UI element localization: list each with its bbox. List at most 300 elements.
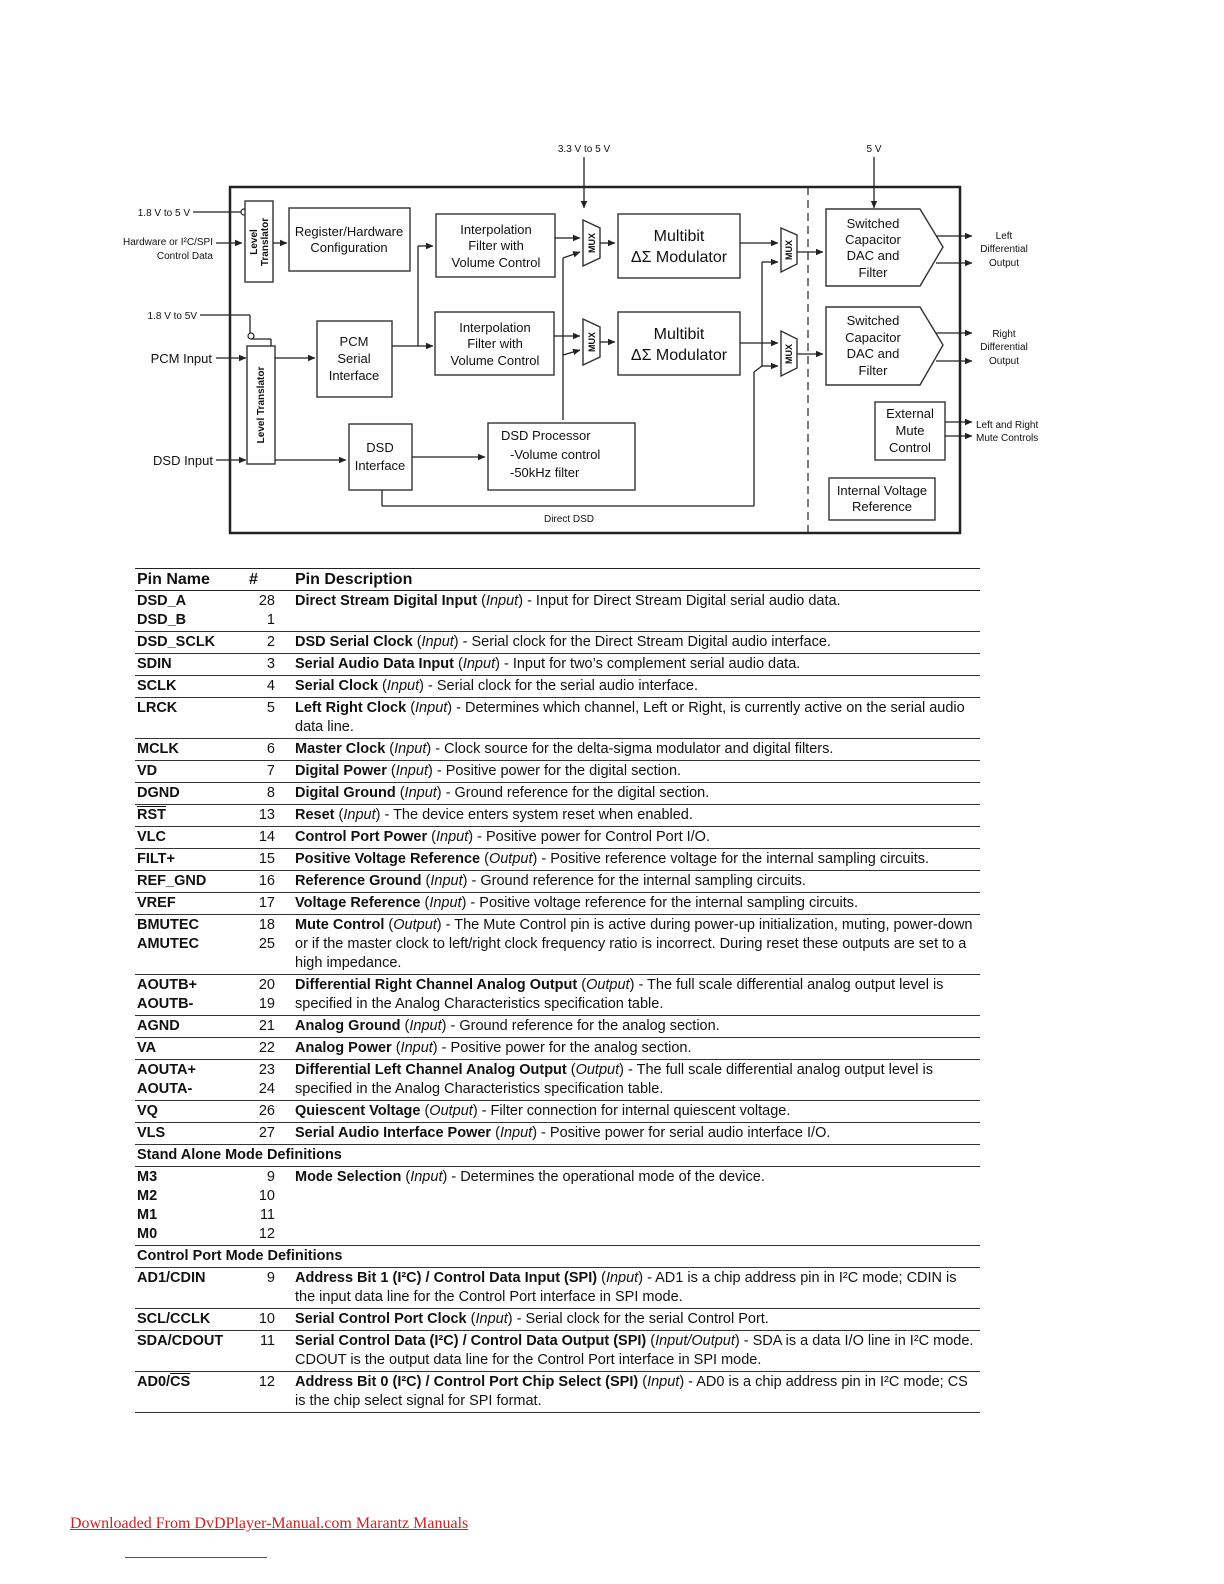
block-diagram bbox=[0, 0, 1224, 560]
pin-name: FILT+ bbox=[137, 851, 175, 867]
pin-function-title: Address Bit 0 (I²C) / Control Port Chip Select (SPI) bbox=[295, 1374, 639, 1390]
left-output-line1: Left bbox=[995, 231, 1013, 242]
pin-name: SDIN bbox=[137, 656, 172, 672]
table-row bbox=[135, 805, 980, 827]
pin-name-cell bbox=[135, 1101, 247, 1123]
header-pin-number: # bbox=[249, 571, 258, 588]
pin-function-title: DSD Serial Clock bbox=[295, 634, 413, 650]
pcm-line3: Interface bbox=[328, 368, 380, 383]
pin-description-cell: Direct Stream Digital Input (Input) - Input for Direct Stream Digital serial audio data. bbox=[295, 593, 841, 609]
pin-number: 4 bbox=[266, 678, 275, 694]
pin-description-cell: Address Bit 1 (I²C) / Control Data Input (SPI) (Input) - AD1 is a chip address pin in I²C mode; CDIN is the input data line for the Control Port interface in SPI mode. bbox=[295, 1270, 957, 1305]
pin-name: AMUTEC bbox=[137, 936, 200, 952]
table-row bbox=[135, 783, 980, 805]
pin-description-text: - Positive power for the analog section. bbox=[437, 1040, 692, 1056]
pin-function-title: Mute Control bbox=[295, 917, 385, 933]
pin-description-cell: Voltage Reference (Input) - Positive voltage reference for the internal sampling circuits. bbox=[295, 895, 859, 911]
pin-name: REF_GND bbox=[137, 873, 207, 889]
pin-function-title: Positive Voltage Reference bbox=[295, 851, 481, 867]
pin-name: $AD0/\overline{CS}$ bbox=[137, 1374, 191, 1390]
mute-outputs-line1: Left and Right bbox=[976, 420, 1039, 431]
pin-direction: Input bbox=[485, 593, 519, 609]
interp-bottom-line1: Interpolation bbox=[459, 320, 531, 335]
pin-number: 28 bbox=[258, 593, 275, 609]
table-row bbox=[135, 1331, 980, 1372]
pin-number: 16 bbox=[258, 873, 275, 889]
pin-description-cell: Master Clock (Input) - Clock source for the delta-sigma modulator and digital filters. bbox=[295, 741, 834, 757]
pin-function-title: Serial Audio Data Input bbox=[295, 656, 454, 672]
dac-bottom-line3: DAC and bbox=[846, 346, 900, 361]
table-row bbox=[135, 849, 980, 871]
pin-direction: Input bbox=[421, 634, 454, 650]
modulator-bottom-line2: ΔΣ Modulator bbox=[630, 347, 728, 364]
pin-description-cell: Quiescent Voltage (Output) - Filter connection for internal quiescent voltage. bbox=[295, 1103, 791, 1119]
pin-name-cell bbox=[135, 893, 247, 915]
pin-function-title: Voltage Reference bbox=[295, 895, 421, 911]
pin-name: VLS bbox=[137, 1125, 166, 1141]
pin-number-cell bbox=[247, 1060, 293, 1101]
pin-number: 3 bbox=[266, 656, 275, 672]
pin-number: 27 bbox=[258, 1125, 275, 1141]
pin-number: 17 bbox=[258, 895, 275, 911]
header-pin-name: Pin Name bbox=[137, 571, 210, 588]
pin-name-cell bbox=[135, 591, 247, 632]
pin-function-title: Master Clock bbox=[295, 741, 386, 757]
pin-table-body bbox=[135, 591, 980, 1413]
pin-number-cell bbox=[247, 676, 293, 698]
pin-name: M3 bbox=[137, 1169, 158, 1185]
interp-bottom-line2: Filter with bbox=[467, 336, 523, 351]
pin-description-text: - Input for two’s complement serial audio data. bbox=[499, 656, 801, 672]
pin-description-cell: Address Bit 0 (I²C) / Control Port Chip Select (SPI) (Input) - AD0 is a chip address pin in I²C mode; CS is the chip select signal for SPI format. bbox=[295, 1374, 968, 1409]
left-output-line2: Differential bbox=[980, 244, 1028, 255]
table-row bbox=[135, 1167, 980, 1246]
external-mute-line2: Mute bbox=[895, 423, 925, 438]
pin-name-cell bbox=[135, 761, 247, 783]
pin-direction: Input bbox=[435, 829, 469, 845]
pin-description-cell: Serial Audio Data Input (Input) - Input for two’s complement serial audio data. bbox=[295, 656, 801, 672]
pin-name: AOUTB- bbox=[137, 996, 194, 1012]
pin-name: BMUTEC bbox=[137, 917, 200, 933]
table-row bbox=[135, 1060, 980, 1101]
pin-name-cell bbox=[135, 632, 247, 654]
pcm-line1: PCM bbox=[339, 334, 369, 349]
pin-description-cell: Reset (Input) - The device enters system reset when enabled. bbox=[295, 807, 693, 823]
pin-number: 2 bbox=[266, 634, 275, 650]
pin-number-cell bbox=[247, 591, 293, 632]
pin-description-text: - Positive power for the digital section. bbox=[432, 763, 682, 779]
modulator-top-line1: Multibit bbox=[653, 228, 705, 245]
dsd-input-label: DSD Input bbox=[153, 453, 213, 468]
pin-function-title: Digital Ground bbox=[295, 785, 396, 801]
pin-description-cell: Serial Audio Interface Power (Input) - Positive power for serial audio interface I/O. bbox=[295, 1125, 831, 1141]
pin-number-cell bbox=[247, 805, 293, 827]
pin-number-cell bbox=[247, 1167, 293, 1246]
pin-number: 1 bbox=[266, 612, 275, 628]
table-row bbox=[135, 676, 980, 698]
pin-name-cell bbox=[135, 1268, 247, 1309]
section-title: Stand Alone Mode Definitions bbox=[137, 1147, 342, 1163]
pin-number-cell bbox=[247, 1331, 293, 1372]
pin-description-text: - Determines which channel, Left or Right, is currently active on the serial audio data line. bbox=[295, 700, 965, 735]
pin-name: M0 bbox=[137, 1226, 158, 1242]
pin-direction: Input bbox=[410, 1169, 443, 1185]
dsd-processor-line1: DSD Processor bbox=[501, 428, 591, 443]
pin-number: 11 bbox=[259, 1333, 275, 1349]
dac-top-line3: DAC and bbox=[846, 248, 900, 263]
pin-direction: Input bbox=[605, 1270, 639, 1286]
pin-number: 13 bbox=[258, 807, 275, 823]
dac-bottom-line4: Filter bbox=[858, 363, 888, 378]
pin-description-table bbox=[135, 568, 980, 1413]
dac-top-line4: Filter bbox=[858, 265, 888, 280]
pin-function-title: Differential Right Channel Analog Output bbox=[295, 977, 578, 993]
pin-number: 6 bbox=[266, 741, 275, 757]
dsd-processor-line3: -50kHz filter bbox=[510, 465, 580, 480]
pin-description-cell: Positive Voltage Reference (Output) - Positive reference voltage for the internal sampling circuits. bbox=[295, 851, 930, 867]
pin-description-text: - Positive voltage reference for the internal sampling circuits. bbox=[466, 895, 859, 911]
dac-bottom-line1: Switched bbox=[846, 313, 900, 328]
dac-bottom-line2: Capacitor bbox=[845, 330, 901, 345]
pin-number-cell bbox=[247, 783, 293, 805]
pin-description-cell: Serial Control Data (I²C) / Control Data Output (SPI) (Input/Output) - SDA is a data I/O line in I²C mode. CDOUT is the output data line for the Control Port interface in SPI mode. bbox=[295, 1333, 974, 1368]
table-row bbox=[135, 893, 980, 915]
dac-top-line2: Capacitor bbox=[845, 232, 901, 247]
pin-number-cell bbox=[247, 849, 293, 871]
pin-name: SCL/CCLK bbox=[137, 1311, 211, 1327]
pin-name: VA bbox=[137, 1040, 157, 1056]
pin-direction: Input bbox=[415, 700, 448, 716]
pin-name: AOUTB+ bbox=[137, 977, 198, 993]
pin-direction: Output bbox=[488, 851, 533, 867]
pin-direction: Input bbox=[429, 895, 462, 911]
pin-number-cell bbox=[247, 827, 293, 849]
pin-number-cell bbox=[247, 1309, 293, 1331]
pin-name-cell bbox=[135, 739, 247, 761]
table-row bbox=[135, 761, 980, 783]
pin-description-cell: Mute Control (Output) - The Mute Control pin is active during power-up initialization, muting, power-down or if the master clock to left/right clock frequency ratio is incorrect. During reset these outputs are set to a high impedance. bbox=[295, 917, 973, 971]
pin-name: SCLK bbox=[137, 678, 177, 694]
pin-direction: Input bbox=[400, 1040, 433, 1056]
pin-direction: Input bbox=[386, 678, 420, 694]
pin-name: AOUTA- bbox=[137, 1081, 193, 1097]
pin-direction: Input bbox=[462, 656, 496, 672]
pin-description-text: - SDA is a data I/O line in I²C mode. CDOUT is the output data line for the Control Port interface in SPI mode. bbox=[295, 1333, 974, 1368]
control-data-label-2: Control Data bbox=[156, 251, 213, 262]
footer-download-link[interactable]: Downloaded From DvDPlayer-Manual.com Marantz Manuals bbox=[70, 1515, 469, 1532]
internal-vref-line1: Internal Voltage bbox=[836, 483, 928, 498]
pin-description-text: - The full scale differential analog output level is specified in the Analog Characteristics specification table. bbox=[295, 1062, 933, 1097]
pin-description-cell: Digital Ground (Input) - Ground reference for the digital section. bbox=[295, 785, 710, 801]
footer-rule bbox=[125, 1557, 267, 1558]
pin-function-title: Reference Ground bbox=[295, 873, 422, 889]
section-row bbox=[135, 1145, 980, 1167]
pin-name: M2 bbox=[137, 1188, 158, 1204]
pin-function-title: Quiescent Voltage bbox=[295, 1103, 421, 1119]
table-row bbox=[135, 739, 980, 761]
level-translator-top-line2: Translator bbox=[260, 217, 271, 267]
pin-number: 8 bbox=[266, 785, 275, 801]
pin-description-text: - Positive power for serial audio interface I/O. bbox=[537, 1125, 831, 1141]
pin-name-cell bbox=[135, 1372, 247, 1413]
pin-number-cell bbox=[247, 698, 293, 739]
pin-name: VREF bbox=[137, 895, 176, 911]
pin-number-cell bbox=[247, 1038, 293, 1060]
pin-description-text: - Determines the operational mode of the device. bbox=[447, 1169, 765, 1185]
table-row bbox=[135, 632, 980, 654]
pin-name: DSD_B bbox=[137, 612, 187, 628]
table-row bbox=[135, 1309, 980, 1331]
pin-number-cell bbox=[247, 1372, 293, 1413]
pin-name-cell bbox=[135, 654, 247, 676]
pin-number: 19 bbox=[258, 996, 275, 1012]
pin-direction: Input bbox=[647, 1374, 680, 1390]
pin-name: DSD_A bbox=[137, 593, 187, 609]
table-row bbox=[135, 654, 980, 676]
pin-name: M1 bbox=[137, 1207, 158, 1223]
dsd-processor-line2: -Volume control bbox=[510, 447, 601, 462]
pin-function-title: Differential Left Channel Analog Output bbox=[295, 1062, 567, 1078]
pin-name-cell bbox=[135, 849, 247, 871]
pin-description-cell: Digital Power (Input) - Positive power for the digital section. bbox=[295, 763, 682, 779]
pin-function-title: Digital Power bbox=[295, 763, 387, 779]
pin-description-text: - Ground reference for the digital section. bbox=[441, 785, 710, 801]
pin-number: 15 bbox=[258, 851, 275, 867]
pin-description-text: - Serial clock for the serial Control Port. bbox=[512, 1311, 769, 1327]
pin-number: 25 bbox=[258, 936, 275, 952]
pin-number-cell bbox=[247, 871, 293, 893]
pin-number-cell bbox=[247, 1101, 293, 1123]
pin-name: DSD_SCLK bbox=[137, 634, 216, 650]
pin-name-cell bbox=[135, 805, 247, 827]
pin-number: 22 bbox=[258, 1040, 275, 1056]
pin-description-cell: Differential Right Channel Analog Output (Output) - The full scale differential analog output level is specified in the Analog Characteristics specification table. bbox=[295, 977, 944, 1012]
pin-description-cell: Reference Ground (Input) - Ground reference for the internal sampling circuits. bbox=[295, 873, 806, 889]
internal-vref-line2: Reference bbox=[852, 499, 912, 514]
right-output-line2: Differential bbox=[980, 342, 1028, 353]
external-mute-line3: Control bbox=[889, 440, 931, 455]
table-header-row bbox=[135, 569, 980, 591]
pin-description-text: - Positive reference voltage for the internal sampling circuits. bbox=[537, 851, 930, 867]
pin-direction: Output bbox=[429, 1103, 473, 1119]
pin-number: 23 bbox=[258, 1062, 275, 1078]
pin-number-cell bbox=[247, 632, 293, 654]
pin-description-text: - Serial clock for the Direct Stream Digital audio interface. bbox=[458, 634, 831, 650]
pin-description-text: - The device enters system reset when enabled. bbox=[380, 807, 693, 823]
pin-function-title: Serial Control Data (I²C) / Control Data Output (SPI) bbox=[295, 1333, 647, 1349]
register-config-line2: Configuration bbox=[310, 240, 388, 255]
pin-description-text: - Filter connection for internal quiescent voltage. bbox=[477, 1103, 791, 1119]
pin-direction: Input bbox=[395, 763, 428, 779]
pin-description-text: - Ground reference for the internal sampling circuits. bbox=[467, 873, 806, 889]
pin-name-cell bbox=[135, 1016, 247, 1038]
pin-description-cell: Left Right Clock (Input) - Determines which channel, Left or Right, is currently active on the serial audio data line. bbox=[295, 700, 965, 735]
pin-name: MCLK bbox=[137, 741, 179, 757]
pin-description-cell: Control Port Power (Input) - Positive power for Control Port I/O. bbox=[295, 829, 710, 845]
table-row bbox=[135, 1016, 980, 1038]
pin-direction: Input bbox=[499, 1125, 533, 1141]
pin-function-title: Analog Ground bbox=[295, 1018, 401, 1034]
level-translator-top-line1: Level bbox=[249, 229, 260, 255]
section-title: Control Port Mode Definitions bbox=[137, 1248, 343, 1264]
pin-description-text: - AD1 is a chip address pin in I²C mode; CDIN is the input data line for the Control Port interface in SPI mode. bbox=[295, 1270, 957, 1305]
pcm-input-label: PCM Input bbox=[150, 351, 212, 366]
pin-name-cell bbox=[135, 975, 247, 1016]
vl-mid-label: 1.8 V to 5V bbox=[147, 311, 197, 322]
pin-number: 7 bbox=[266, 763, 275, 779]
modulator-top bbox=[618, 214, 740, 278]
pin-number-cell bbox=[247, 761, 293, 783]
pin-name: AD1/CDIN bbox=[137, 1270, 206, 1286]
pin-description-cell: Mode Selection (Input) - Determines the operational mode of the device. bbox=[295, 1169, 765, 1185]
mute-outputs-line2: Mute Controls bbox=[976, 433, 1039, 444]
pin-description-text: - Ground reference for the analog section. bbox=[446, 1018, 720, 1034]
supply-label-5v: 5 V bbox=[866, 144, 882, 155]
pin-description-cell: Serial Clock (Input) - Serial clock for the serial audio interface. bbox=[295, 678, 698, 694]
pin-number: 12 bbox=[258, 1226, 275, 1242]
table-row bbox=[135, 975, 980, 1016]
pin-number-cell bbox=[247, 1268, 293, 1309]
supply-label-va: 3.3 V to 5 V bbox=[557, 144, 611, 155]
pin-number-cell bbox=[247, 893, 293, 915]
pin-number: 18 bbox=[258, 917, 275, 933]
pin-name-cell bbox=[135, 827, 247, 849]
mux-bottom-2-label: MUX bbox=[784, 344, 794, 364]
pin-name-cell bbox=[135, 1167, 247, 1246]
modulator-bottom-line1: Multibit bbox=[653, 326, 705, 343]
pin-description-cell: Analog Ground (Input) - Ground reference for the analog section. bbox=[295, 1018, 720, 1034]
pin-number: 10 bbox=[258, 1188, 275, 1204]
pin-name: AGND bbox=[137, 1018, 180, 1034]
pin-direction: Input bbox=[343, 807, 376, 823]
table-row bbox=[135, 827, 980, 849]
register-config-line1: Register/Hardware bbox=[294, 224, 404, 239]
pin-name: AOUTA+ bbox=[137, 1062, 196, 1078]
mux-bottom-1-label: MUX bbox=[587, 332, 597, 352]
pin-direction: Output bbox=[393, 917, 437, 933]
pin-direction: Input bbox=[409, 1018, 442, 1034]
table-row bbox=[135, 591, 980, 632]
pin-direction: Input bbox=[404, 785, 437, 801]
pin-name: VD bbox=[137, 763, 158, 779]
pin-number: 20 bbox=[258, 977, 275, 993]
pin-function-title: Control Port Power bbox=[295, 829, 428, 845]
right-output-line1: Right bbox=[992, 329, 1016, 340]
table-row bbox=[135, 1123, 980, 1145]
pin-description-text: - Input for Direct Stream Digital serial audio data. bbox=[523, 593, 841, 609]
pin-name-cell bbox=[135, 1038, 247, 1060]
pin-direction: Input bbox=[394, 741, 427, 757]
pin-name: DGND bbox=[137, 785, 180, 801]
table-row bbox=[135, 915, 980, 975]
section-row bbox=[135, 1246, 980, 1268]
pin-direction: Input bbox=[475, 1311, 508, 1327]
pin-name-cell bbox=[135, 1309, 247, 1331]
pin-function-title: Address Bit 1 (I²C) / Control Data Input (SPI) bbox=[295, 1270, 598, 1286]
mux-top-2-label: MUX bbox=[784, 240, 794, 260]
left-output-line3: Output bbox=[988, 258, 1020, 269]
pin-function-title: Analog Power bbox=[295, 1040, 392, 1056]
modulator-top-line2: ΔΣ Modulator bbox=[630, 249, 728, 266]
interp-top-line2: Filter with bbox=[468, 238, 524, 253]
pin-name-cell bbox=[135, 1331, 247, 1372]
modulator-bottom bbox=[618, 312, 740, 375]
pin-description-cell: Differential Left Channel Analog Output (Output) - The full scale differential analog output level is specified in the Analog Characteristics specification table. bbox=[295, 1062, 933, 1097]
pin-name: VLC bbox=[137, 829, 166, 845]
pin-function-title: Left Right Clock bbox=[295, 700, 407, 716]
pin-number: 11 bbox=[259, 1207, 275, 1223]
table-row bbox=[135, 1101, 980, 1123]
pin-function-title: Serial Control Port Clock bbox=[295, 1311, 467, 1327]
pin-number-cell bbox=[247, 654, 293, 676]
pin-number-cell bbox=[247, 915, 293, 975]
pin-function-title: Mode Selection bbox=[295, 1169, 402, 1185]
pin-description-cell: Analog Power (Input) - Positive power for the analog section. bbox=[295, 1040, 692, 1056]
pin-name: SDA/CDOUT bbox=[137, 1333, 224, 1349]
right-output-line3: Output bbox=[988, 356, 1020, 367]
table-row bbox=[135, 1038, 980, 1060]
mux-top-1-label: MUX bbox=[587, 233, 597, 253]
pin-number: 10 bbox=[258, 1311, 275, 1327]
pin-number-cell bbox=[247, 1016, 293, 1038]
pin-name: $\overline{RST}$ bbox=[137, 807, 166, 823]
interp-top-line3: Volume Control bbox=[451, 255, 541, 270]
level-translator-bottom-label: Level Translator bbox=[256, 366, 267, 444]
pin-name-cell bbox=[135, 871, 247, 893]
pin-function-title: Serial Audio Interface Power bbox=[295, 1125, 492, 1141]
pin-number: 14 bbox=[258, 829, 275, 845]
pcm-line2: Serial bbox=[337, 351, 371, 366]
pin-number: 26 bbox=[258, 1103, 275, 1119]
pin-name-cell bbox=[135, 1060, 247, 1101]
interp-top-line1: Interpolation bbox=[460, 222, 532, 237]
pin-name-cell bbox=[135, 783, 247, 805]
pin-function-title: Direct Stream Digital Input bbox=[295, 593, 478, 609]
pin-direction: Output bbox=[575, 1062, 620, 1078]
direct-dsd-label: Direct DSD bbox=[543, 514, 595, 525]
external-mute-line1: External bbox=[886, 406, 934, 421]
dac-top-line1: Switched bbox=[846, 216, 900, 231]
pin-number: 12 bbox=[258, 1374, 275, 1390]
pin-name-cell bbox=[135, 1123, 247, 1145]
pin-description-text: - Positive power for Control Port I/O. bbox=[473, 829, 710, 845]
pin-number: 24 bbox=[258, 1081, 275, 1097]
pin-direction: Input bbox=[430, 873, 463, 889]
table-row bbox=[135, 1268, 980, 1309]
pin-name-cell bbox=[135, 698, 247, 739]
interp-bottom-line3: Volume Control bbox=[450, 353, 540, 368]
pin-direction: Input/Output bbox=[655, 1333, 735, 1349]
vl-top-label: 1.8 V to 5 V bbox=[137, 208, 190, 219]
pin-function-title: Serial Clock bbox=[295, 678, 379, 694]
dsd-interface-line1: DSD bbox=[366, 440, 394, 455]
pin-name-cell bbox=[135, 915, 247, 975]
pin-description-text: - Serial clock for the serial audio interface. bbox=[423, 678, 698, 694]
pin-description-text: - Clock source for the delta-sigma modulator and digital filters. bbox=[431, 741, 834, 757]
pin-name: LRCK bbox=[137, 700, 178, 716]
control-data-label-1: Hardware or I²C/SPI bbox=[122, 237, 213, 248]
pin-number: 5 bbox=[266, 700, 275, 716]
pin-number-cell bbox=[247, 739, 293, 761]
table-row bbox=[135, 1372, 980, 1413]
pin-number: 9 bbox=[266, 1270, 275, 1286]
pin-number: 9 bbox=[266, 1169, 275, 1185]
pin-description-cell: Serial Control Port Clock (Input) - Serial clock for the serial Control Port. bbox=[295, 1311, 769, 1327]
dsd-interface-line2: Interface bbox=[354, 458, 406, 473]
pin-number-cell bbox=[247, 1123, 293, 1145]
pin-description-text: - The Mute Control pin is active during power-up initialization, muting, power-down or if the master clock to left/right clock frequency ratio is incorrect. During reset these outputs are set to a high impedance. bbox=[295, 917, 973, 971]
pin-name-cell bbox=[135, 676, 247, 698]
